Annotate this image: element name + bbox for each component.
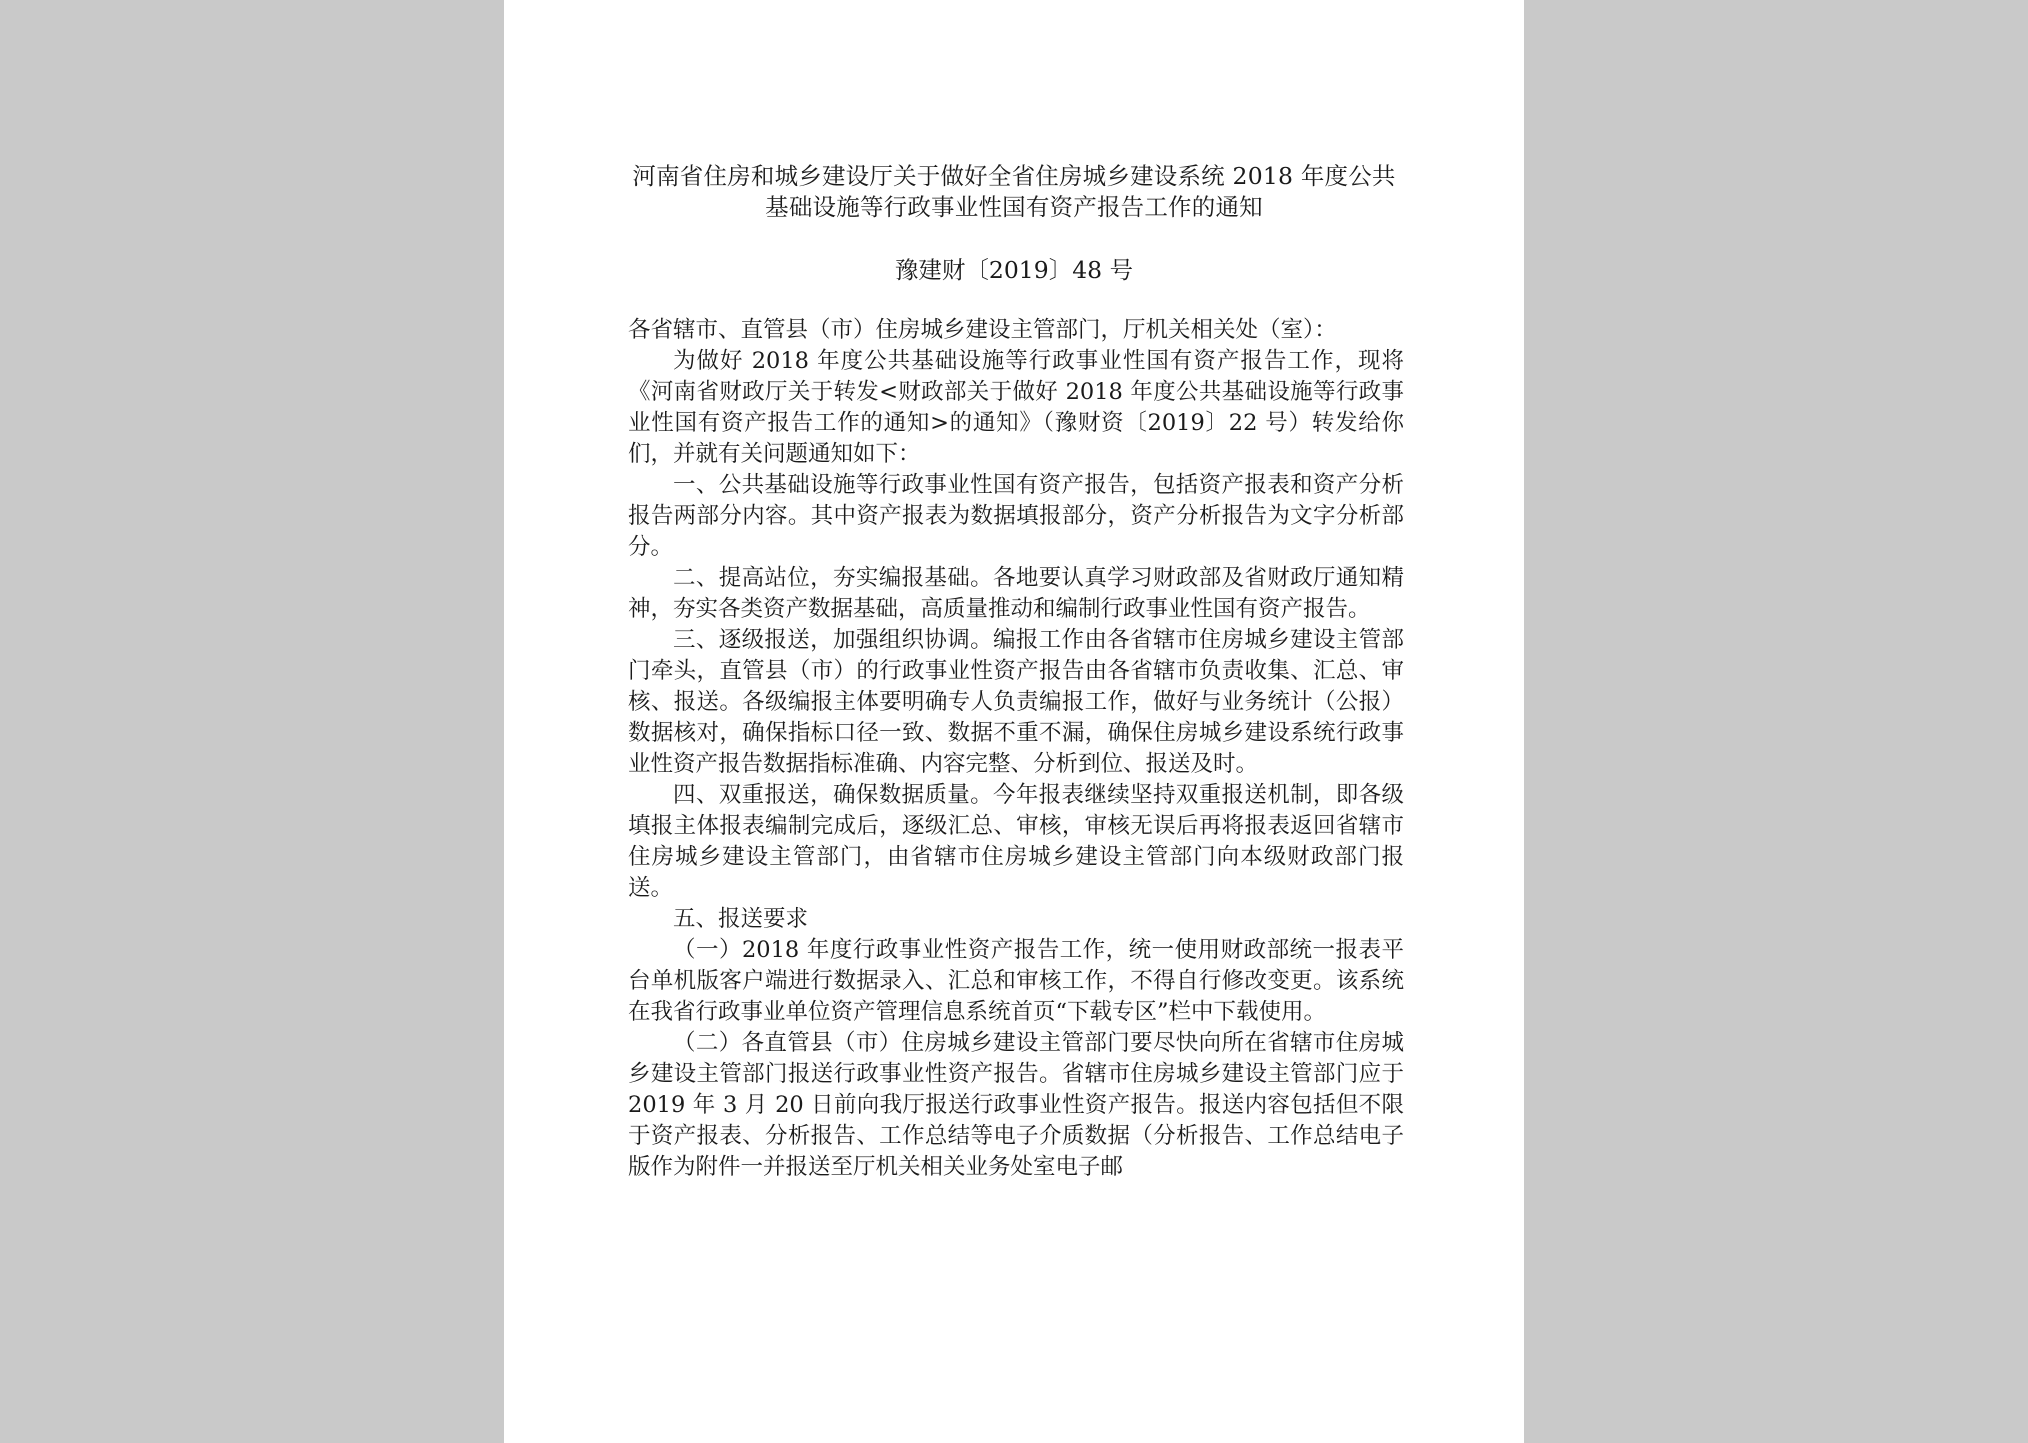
paragraph-item-2: 二、提高站位，夯实编报基础。各地要认真学习财政部及省财政厅通知精神，夯实各类资产数据基础，高质量推动和编制行政事业性国有资产报告。 [628,565,1404,622]
paragraph-item-4: 四、双重报送，确保数据质量。今年报表继续坚持双重报送机制，即各级填报主体报表编制完成后，逐级汇总、审核，审核无误后再将报表返回省辖市住房城乡建设主管部门，由省辖市住房城乡建设主管部门向本级财政部门报送。 [628,782,1404,901]
document-title-line-2: 基础设施等行政事业性国有资产报告工作的通知 [765,193,1263,221]
document-page [504,0,1524,1443]
paragraph-item-5-heading: 五、报送要求 [673,906,809,932]
addressee: 各省辖市、直管县（市）住房城乡建设主管部门，厅机关相关处（室）： [628,317,1337,343]
paragraph-item-3: 三、逐级报送，加强组织协调。编报工作由各省辖市住房城乡建设主管部门牵头，直管县（市）的行政事业性资产报告由各省辖市负责收集、汇总、审核、报送。各级编报主体要明确专人负责编报工作，做好与业务统计（公报）数据核对，确保指标口径一致、数据不重不漏，确保住房城乡建设系统行政事业性资产报告数据指标准确、内容完整、分析到位、报送及时。 [628,627,1404,777]
document-title-line-1: 河南省住房和城乡建设厅关于做好全省住房城乡建设系统 2018 年度公共 [632,162,1396,190]
document-number: 豫建财〔2019〕48 号 [894,256,1134,284]
paragraph-item-1: 一、公共基础设施等行政事业性国有资产报告，包括资产报表和资产分析报告两部分内容。其中资产报表为数据填报部分，资产分析报告为文字分析部分。 [628,472,1404,560]
paragraph-item-5-1: （一）2018 年度行政事业性资产报告工作，统一使用财政部统一报表平台单机版客户端进行数据录入、汇总和审核工作，不得自行修改变更。该系统在我省行政事业单位资产管理信息系统首页“下载专区”栏中下载使用。 [628,937,1404,1025]
document-body [628,315,1404,1183]
paragraph-item-5-2: （二）各直管县（市）住房城乡建设主管部门要尽快向所在省辖市住房城乡建设主管部门报送行政事业性资产报告。省辖市住房城乡建设主管部门应于 2019 年 3 月 20 日前向我厅报送行政事业性资产报告。报送内容包括但不限于资产报表、分析报告、工作总结等电子介质数据（分析报告、工作总结电子版作为附件一并报送至厅机关相关业务处室电子邮 [628,1030,1404,1180]
paragraph-intro: 为做好 2018 年度公共基础设施等行政事业性国有资产报告工作，现将《河南省财政厅关于转发<财政部关于做好 2018 年度公共基础设施等行政事业性国有资产报告工作的通知>的通知》（豫财资〔2019〕22 号）转发给你们，并就有关问题通知如下： [628,348,1404,467]
